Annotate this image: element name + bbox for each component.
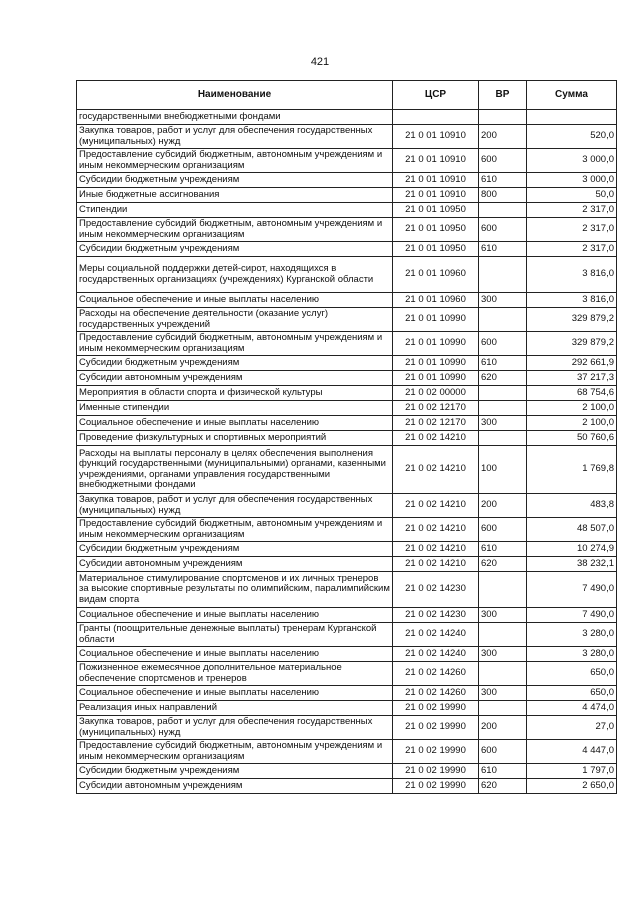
row-name-cell: Социальное обеспечение и иные выплаты населению: [77, 293, 393, 308]
row-csr-cell: 21 0 02 19990: [393, 740, 479, 764]
table-row: [77, 542, 617, 557]
row-vr-cell: 200: [479, 125, 527, 149]
row-vr-cell: 600: [479, 332, 527, 356]
table-row: [77, 218, 617, 242]
row-csr-cell: 21 0 01 10960: [393, 293, 479, 308]
row-sum-cell: 650,0: [527, 662, 617, 686]
table-row: [77, 257, 617, 293]
row-vr-cell: 610: [479, 242, 527, 257]
row-vr-cell: 600: [479, 518, 527, 542]
row-sum-cell: 4 474,0: [527, 701, 617, 716]
row-sum-cell: 329 879,2: [527, 308, 617, 332]
page-number: 421: [310, 56, 330, 68]
row-vr-cell: [479, 257, 527, 293]
row-csr-cell: 21 0 02 12170: [393, 416, 479, 431]
row-vr-cell: 610: [479, 764, 527, 779]
table-row: [77, 401, 617, 416]
row-csr-cell: 21 0 01 10910: [393, 188, 479, 203]
table-row: [77, 203, 617, 218]
row-csr-cell: 21 0 02 14210: [393, 542, 479, 557]
row-csr-cell: 21 0 01 10910: [393, 173, 479, 188]
row-csr-cell: 21 0 01 10910: [393, 125, 479, 149]
header-sum: Сумма: [527, 81, 617, 110]
row-name-cell: Мероприятия в области спорта и физической культуры: [77, 386, 393, 401]
row-name-cell: Стипендии: [77, 203, 393, 218]
row-vr-cell: [479, 662, 527, 686]
table-row: [77, 608, 617, 623]
header-csr: ЦСР: [393, 81, 479, 110]
row-csr-cell: 21 0 02 14210: [393, 431, 479, 446]
row-csr-cell: 21 0 01 10990: [393, 332, 479, 356]
row-name-cell: Социальное обеспечение и иные выплаты населению: [77, 416, 393, 431]
table-row: [77, 416, 617, 431]
row-vr-cell: [479, 701, 527, 716]
row-vr-cell: 610: [479, 173, 527, 188]
table-row: [77, 740, 617, 764]
row-name-cell: Предоставление субсидий бюджетным, автономным учреждениям и иным некоммерческим организациям: [77, 518, 393, 542]
row-csr-cell: 21 0 01 10950: [393, 242, 479, 257]
row-vr-cell: [479, 203, 527, 218]
table-row: [77, 386, 617, 401]
row-sum-cell: 3 280,0: [527, 647, 617, 662]
row-vr-cell: 800: [479, 188, 527, 203]
table-header-row: [77, 81, 617, 110]
row-sum-cell: 3 816,0: [527, 293, 617, 308]
row-name-cell: государственными внебюджетными фондами: [77, 110, 393, 125]
row-sum-cell: 2 650,0: [527, 779, 617, 794]
row-vr-cell: 620: [479, 557, 527, 572]
row-name-cell: Расходы на выплаты персоналу в целях обеспечения выполнения функций государственными (муниципальными) органами, казенными учреждениями, органами управления государственными внебюджетными фондами: [77, 446, 393, 494]
table-row: [77, 308, 617, 332]
row-vr-cell: 300: [479, 647, 527, 662]
table-row: [77, 293, 617, 308]
row-vr-cell: 300: [479, 608, 527, 623]
table-row: [77, 662, 617, 686]
row-name-cell: Субсидии бюджетным учреждениям: [77, 356, 393, 371]
row-sum-cell: 2 317,0: [527, 203, 617, 218]
row-sum-cell: 3 000,0: [527, 149, 617, 173]
row-vr-cell: [479, 386, 527, 401]
row-csr-cell: 21 0 02 14210: [393, 494, 479, 518]
row-sum-cell: 7 490,0: [527, 608, 617, 623]
row-csr-cell: 21 0 01 10990: [393, 308, 479, 332]
row-sum-cell: 1 769,8: [527, 446, 617, 494]
row-sum-cell: 10 274,9: [527, 542, 617, 557]
row-sum-cell: 3 000,0: [527, 173, 617, 188]
table-row: [77, 716, 617, 740]
row-vr-cell: 600: [479, 740, 527, 764]
row-csr-cell: [393, 110, 479, 125]
table-body: [77, 110, 617, 794]
row-vr-cell: [479, 623, 527, 647]
row-vr-cell: 300: [479, 686, 527, 701]
row-sum-cell: 329 879,2: [527, 332, 617, 356]
row-vr-cell: [479, 308, 527, 332]
row-sum-cell: 2 317,0: [527, 242, 617, 257]
row-csr-cell: 21 0 02 19990: [393, 701, 479, 716]
row-vr-cell: 620: [479, 371, 527, 386]
row-name-cell: Проведение физкультурных и спортивных мероприятий: [77, 431, 393, 446]
row-sum-cell: 2 100,0: [527, 416, 617, 431]
table-row: [77, 686, 617, 701]
row-sum-cell: 483,8: [527, 494, 617, 518]
row-vr-cell: 610: [479, 542, 527, 557]
table-row: [77, 764, 617, 779]
row-sum-cell: 1 797,0: [527, 764, 617, 779]
row-sum-cell: 2 100,0: [527, 401, 617, 416]
table-row: [77, 647, 617, 662]
row-name-cell: Субсидии бюджетным учреждениям: [77, 764, 393, 779]
table-row: [77, 572, 617, 608]
row-csr-cell: 21 0 01 10910: [393, 149, 479, 173]
row-name-cell: Субсидии автономным учреждениям: [77, 779, 393, 794]
row-csr-cell: 21 0 02 14210: [393, 518, 479, 542]
table-row: [77, 110, 617, 125]
row-name-cell: Пожизненное ежемесячное дополнительное материальное обеспечение спортсменов и тренеров: [77, 662, 393, 686]
table-row: [77, 125, 617, 149]
row-csr-cell: 21 0 02 14260: [393, 662, 479, 686]
row-name-cell: Социальное обеспечение и иные выплаты населению: [77, 686, 393, 701]
row-csr-cell: 21 0 02 14230: [393, 608, 479, 623]
row-csr-cell: 21 0 01 10950: [393, 218, 479, 242]
row-vr-cell: 200: [479, 716, 527, 740]
row-vr-cell: 620: [479, 779, 527, 794]
row-name-cell: Предоставление субсидий бюджетным, автономным учреждениям и иным некоммерческим организациям: [77, 740, 393, 764]
row-sum-cell: 3 816,0: [527, 257, 617, 293]
row-name-cell: Гранты (поощрительные денежные выплаты) тренерам Курганской области: [77, 623, 393, 647]
row-sum-cell: 68 754,6: [527, 386, 617, 401]
table-row: [77, 242, 617, 257]
row-vr-cell: 100: [479, 446, 527, 494]
row-sum-cell: [527, 110, 617, 125]
row-csr-cell: 21 0 01 10950: [393, 203, 479, 218]
row-name-cell: Социальное обеспечение и иные выплаты населению: [77, 647, 393, 662]
row-name-cell: Субсидии бюджетным учреждениям: [77, 173, 393, 188]
row-csr-cell: 21 0 01 10990: [393, 356, 479, 371]
row-vr-cell: 300: [479, 293, 527, 308]
row-name-cell: Субсидии бюджетным учреждениям: [77, 242, 393, 257]
row-vr-cell: [479, 431, 527, 446]
row-sum-cell: 38 232,1: [527, 557, 617, 572]
row-sum-cell: 3 280,0: [527, 623, 617, 647]
row-name-cell: Субсидии автономным учреждениям: [77, 557, 393, 572]
row-name-cell: Меры социальной поддержки детей-сирот, находящихся в государственных организациях (учреждениях) Курганской области: [77, 257, 393, 293]
row-name-cell: Материальное стимулирование спортсменов и их личных тренеров за высокие спортивные результаты по олимпийским, паралимпийским видам спорта: [77, 572, 393, 608]
row-name-cell: Закупка товаров, работ и услуг для обеспечения государственных (муниципальных) нужд: [77, 125, 393, 149]
row-sum-cell: 48 507,0: [527, 518, 617, 542]
row-sum-cell: 7 490,0: [527, 572, 617, 608]
row-name-cell: Предоставление субсидий бюджетным, автономным учреждениям и иным некоммерческим организациям: [77, 218, 393, 242]
row-vr-cell: [479, 110, 527, 125]
row-name-cell: Расходы на обеспечение деятельности (оказание услуг) государственных учреждений: [77, 308, 393, 332]
row-name-cell: Предоставление субсидий бюджетным, автономным учреждениям и иным некоммерческим организациям: [77, 332, 393, 356]
row-vr-cell: 200: [479, 494, 527, 518]
row-sum-cell: 50,0: [527, 188, 617, 203]
row-sum-cell: 50 760,6: [527, 431, 617, 446]
table-row: [77, 701, 617, 716]
table-row: [77, 446, 617, 494]
row-name-cell: Закупка товаров, работ и услуг для обеспечения государственных (муниципальных) нужд: [77, 716, 393, 740]
row-name-cell: Субсидии автономным учреждениям: [77, 371, 393, 386]
row-sum-cell: 650,0: [527, 686, 617, 701]
row-csr-cell: 21 0 02 19990: [393, 779, 479, 794]
row-vr-cell: 600: [479, 149, 527, 173]
row-name-cell: Именные стипендии: [77, 401, 393, 416]
row-name-cell: Реализация иных направлений: [77, 701, 393, 716]
row-csr-cell: 21 0 02 19990: [393, 716, 479, 740]
table-row: [77, 518, 617, 542]
row-csr-cell: 21 0 02 14210: [393, 446, 479, 494]
row-vr-cell: [479, 572, 527, 608]
row-sum-cell: 37 217,3: [527, 371, 617, 386]
row-csr-cell: 21 0 02 14260: [393, 686, 479, 701]
table-row: [77, 557, 617, 572]
row-csr-cell: 21 0 02 14230: [393, 572, 479, 608]
table-row: [77, 356, 617, 371]
row-name-cell: Иные бюджетные ассигнования: [77, 188, 393, 203]
row-csr-cell: 21 0 02 14210: [393, 557, 479, 572]
row-sum-cell: 4 447,0: [527, 740, 617, 764]
table-row: [77, 371, 617, 386]
table-row: [77, 494, 617, 518]
table-row: [77, 173, 617, 188]
table-row: [77, 149, 617, 173]
row-csr-cell: 21 0 01 10990: [393, 371, 479, 386]
row-csr-cell: 21 0 02 14240: [393, 647, 479, 662]
table-row: [77, 779, 617, 794]
row-vr-cell: 600: [479, 218, 527, 242]
row-sum-cell: 2 317,0: [527, 218, 617, 242]
row-sum-cell: 520,0: [527, 125, 617, 149]
row-vr-cell: 300: [479, 416, 527, 431]
row-csr-cell: 21 0 02 14240: [393, 623, 479, 647]
row-vr-cell: [479, 401, 527, 416]
table-row: [77, 188, 617, 203]
row-name-cell: Предоставление субсидий бюджетным, автономным учреждениям и иным некоммерческим организациям: [77, 149, 393, 173]
row-csr-cell: 21 0 01 10960: [393, 257, 479, 293]
row-csr-cell: 21 0 02 12170: [393, 401, 479, 416]
table-row: [77, 431, 617, 446]
table-row: [77, 332, 617, 356]
budget-table: [76, 80, 617, 794]
header-vr: ВР: [479, 81, 527, 110]
row-name-cell: Закупка товаров, работ и услуг для обеспечения государственных (муниципальных) нужд: [77, 494, 393, 518]
table-row: [77, 623, 617, 647]
row-name-cell: Социальное обеспечение и иные выплаты населению: [77, 608, 393, 623]
row-csr-cell: 21 0 02 19990: [393, 764, 479, 779]
header-name: Наименование: [77, 81, 393, 110]
row-name-cell: Субсидии бюджетным учреждениям: [77, 542, 393, 557]
row-vr-cell: 610: [479, 356, 527, 371]
row-csr-cell: 21 0 02 00000: [393, 386, 479, 401]
row-sum-cell: 27,0: [527, 716, 617, 740]
row-sum-cell: 292 661,9: [527, 356, 617, 371]
